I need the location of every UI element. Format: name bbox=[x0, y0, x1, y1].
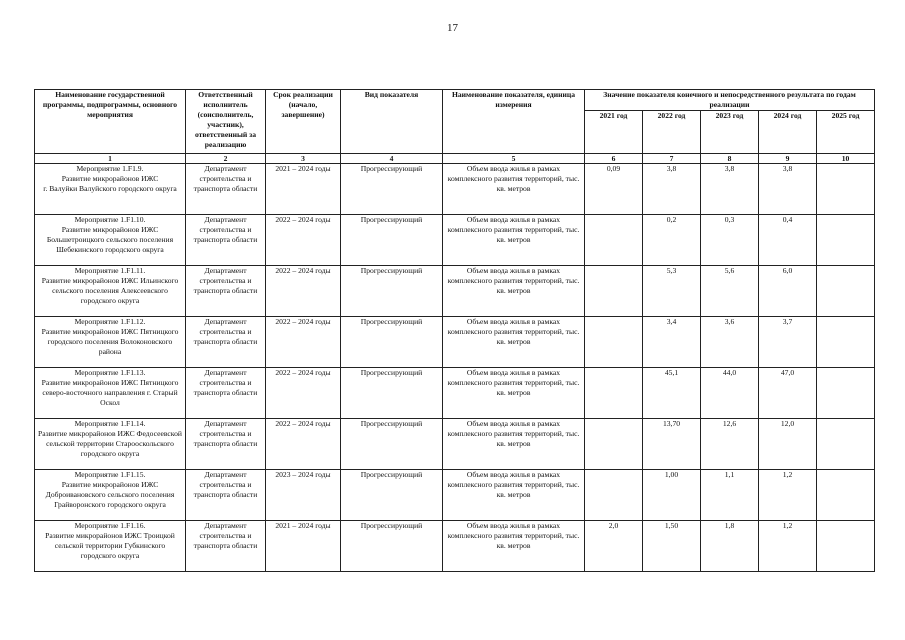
header-values-group: Значение показателя конечного и непосредственного результата по годам реализации bbox=[585, 90, 875, 111]
cell-value-2022: 45,1 bbox=[643, 368, 701, 419]
column-number: 8 bbox=[701, 154, 759, 164]
cell-period: 2022 – 2024 годы bbox=[266, 419, 341, 470]
cell-value-2023: 5,6 bbox=[701, 266, 759, 317]
cell-value-2024: 3,8 bbox=[759, 164, 817, 215]
table-row bbox=[35, 215, 875, 266]
table-row bbox=[35, 317, 875, 368]
cell-value-2021 bbox=[585, 215, 643, 266]
header-program: Наименование государственной программы, подпрограммы, основного мероприятия bbox=[35, 90, 186, 154]
column-number: 3 bbox=[266, 154, 341, 164]
cell-value-2025 bbox=[817, 317, 875, 368]
cell-program: Мероприятие 1.F1.13. Развитие микрорайонов ИЖС Пятницкого северо-восточного направления г. Старый Оскол bbox=[35, 368, 186, 419]
cell-value-2023: 12,6 bbox=[701, 419, 759, 470]
table-row bbox=[35, 266, 875, 317]
cell-indicator-type: Прогрессирующий bbox=[341, 368, 443, 419]
cell-indicator-name: Объем ввода жилья в рамках комплексного развития территорий, тыс. кв. метров bbox=[443, 266, 585, 317]
cell-value-2022: 1,50 bbox=[643, 521, 701, 572]
cell-value-2023: 0,3 bbox=[701, 215, 759, 266]
cell-value-2022: 13,70 bbox=[643, 419, 701, 470]
cell-value-2022: 3,4 bbox=[643, 317, 701, 368]
page-number: 17 bbox=[447, 22, 458, 34]
cell-indicator-type: Прогрессирующий bbox=[341, 317, 443, 368]
table-row bbox=[35, 368, 875, 419]
table-body bbox=[35, 164, 875, 572]
header-year-2022: 2022 год bbox=[643, 111, 701, 154]
cell-period: 2022 – 2024 годы bbox=[266, 266, 341, 317]
column-number: 4 bbox=[341, 154, 443, 164]
cell-value-2021 bbox=[585, 266, 643, 317]
header-year-2025: 2025 год bbox=[817, 111, 875, 154]
cell-value-2025 bbox=[817, 266, 875, 317]
cell-program: Мероприятие 1.F1.16. Развитие микрорайонов ИЖС Троицкой сельской территории Губкинского городского округа bbox=[35, 521, 186, 572]
column-numbers-row bbox=[35, 154, 875, 164]
cell-program: Мероприятие 1.F1.15. Развитие микрорайонов ИЖС Доброивановского сельского поселения Грайворонского городского округа bbox=[35, 470, 186, 521]
cell-executor: Департамент строительства и транспорта области bbox=[186, 470, 266, 521]
cell-executor: Департамент строительства и транспорта области bbox=[186, 419, 266, 470]
indicators-table bbox=[34, 89, 875, 572]
header-indicator-type: Вид показателя bbox=[341, 90, 443, 154]
cell-executor: Департамент строительства и транспорта области bbox=[186, 368, 266, 419]
cell-value-2024: 3,7 bbox=[759, 317, 817, 368]
table-row bbox=[35, 470, 875, 521]
cell-indicator-type: Прогрессирующий bbox=[341, 521, 443, 572]
column-number: 9 bbox=[759, 154, 817, 164]
cell-value-2021 bbox=[585, 470, 643, 521]
cell-value-2023: 1,8 bbox=[701, 521, 759, 572]
header-year-2021: 2021 год bbox=[585, 111, 643, 154]
cell-value-2025 bbox=[817, 521, 875, 572]
cell-value-2021 bbox=[585, 368, 643, 419]
header-year-2023: 2023 год bbox=[701, 111, 759, 154]
cell-program: Мероприятие 1.F1.12. Развитие микрорайонов ИЖС Пятницкого городского поселения Волоконовского района bbox=[35, 317, 186, 368]
header-indicator-name: Наименование показателя, единица измерения bbox=[443, 90, 585, 154]
cell-indicator-type: Прогрессирующий bbox=[341, 266, 443, 317]
cell-program: Мероприятие 1.F1.11. Развитие микрорайонов ИЖС Ильинского сельского поселения Алексеевского городского округа bbox=[35, 266, 186, 317]
cell-value-2025 bbox=[817, 215, 875, 266]
cell-period: 2022 – 2024 годы bbox=[266, 368, 341, 419]
cell-value-2022: 3,8 bbox=[643, 164, 701, 215]
cell-period: 2022 – 2024 годы bbox=[266, 317, 341, 368]
cell-executor: Департамент строительства и транспорта области bbox=[186, 164, 266, 215]
cell-value-2021 bbox=[585, 317, 643, 368]
table-row bbox=[35, 521, 875, 572]
cell-indicator-type: Прогрессирующий bbox=[341, 215, 443, 266]
column-number: 5 bbox=[443, 154, 585, 164]
column-number: 10 bbox=[817, 154, 875, 164]
column-number: 1 bbox=[35, 154, 186, 164]
table-header bbox=[35, 90, 875, 164]
cell-value-2023: 3,6 bbox=[701, 317, 759, 368]
column-number: 2 bbox=[186, 154, 266, 164]
cell-period: 2023 – 2024 годы bbox=[266, 470, 341, 521]
cell-value-2023: 1,1 bbox=[701, 470, 759, 521]
cell-indicator-name: Объем ввода жилья в рамках комплексного развития территорий, тыс. кв. метров bbox=[443, 470, 585, 521]
header-year-2024: 2024 год bbox=[759, 111, 817, 154]
cell-value-2023: 44,0 bbox=[701, 368, 759, 419]
table-row bbox=[35, 164, 875, 215]
cell-program: Мероприятие 1.F1.14. Развитие микрорайонов ИЖС Федосеевской сельской территории Старооскольского городского округа bbox=[35, 419, 186, 470]
cell-indicator-name: Объем ввода жилья в рамках комплексного развития территорий, тыс. кв. метров bbox=[443, 521, 585, 572]
cell-value-2024: 1,2 bbox=[759, 521, 817, 572]
cell-value-2021: 2,0 bbox=[585, 521, 643, 572]
cell-value-2024: 6,0 bbox=[759, 266, 817, 317]
cell-value-2025 bbox=[817, 368, 875, 419]
cell-value-2021: 0,09 bbox=[585, 164, 643, 215]
cell-value-2022: 5,3 bbox=[643, 266, 701, 317]
cell-indicator-type: Прогрессирующий bbox=[341, 419, 443, 470]
cell-program: Мероприятие 1.F1.9. Развитие микрорайонов ИЖС г. Валуйки Валуйского городского округа bbox=[35, 164, 186, 215]
cell-value-2024: 1,2 bbox=[759, 470, 817, 521]
cell-indicator-name: Объем ввода жилья в рамках комплексного развития территорий, тыс. кв. метров bbox=[443, 215, 585, 266]
cell-executor: Департамент строительства и транспорта области bbox=[186, 266, 266, 317]
cell-executor: Департамент строительства и транспорта области bbox=[186, 521, 266, 572]
cell-value-2021 bbox=[585, 419, 643, 470]
cell-value-2023: 3,8 bbox=[701, 164, 759, 215]
cell-value-2024: 12,0 bbox=[759, 419, 817, 470]
cell-indicator-name: Объем ввода жилья в рамках комплексного развития территорий, тыс. кв. метров bbox=[443, 164, 585, 215]
cell-period: 2021 – 2024 годы bbox=[266, 164, 341, 215]
cell-value-2022: 1,00 bbox=[643, 470, 701, 521]
cell-program: Мероприятие 1.F1.10. Развитие микрорайонов ИЖС Большетроицкого сельского поселения Шебекинского городского округа bbox=[35, 215, 186, 266]
cell-value-2024: 0,4 bbox=[759, 215, 817, 266]
column-number: 6 bbox=[585, 154, 643, 164]
cell-value-2022: 0,2 bbox=[643, 215, 701, 266]
header-period: Срок реализации (начало, завершение) bbox=[266, 90, 341, 154]
cell-indicator-name: Объем ввода жилья в рамках комплексного развития территорий, тыс. кв. метров bbox=[443, 368, 585, 419]
cell-indicator-type: Прогрессирующий bbox=[341, 470, 443, 521]
header-executor: Ответственный исполнитель (соисполнитель, участник), ответственный за реализацию bbox=[186, 90, 266, 154]
cell-value-2024: 47,0 bbox=[759, 368, 817, 419]
cell-indicator-name: Объем ввода жилья в рамках комплексного развития территорий, тыс. кв. метров bbox=[443, 419, 585, 470]
cell-indicator-name: Объем ввода жилья в рамках комплексного развития территорий, тыс. кв. метров bbox=[443, 317, 585, 368]
cell-executor: Департамент строительства и транспорта области bbox=[186, 317, 266, 368]
cell-period: 2021 – 2024 годы bbox=[266, 521, 341, 572]
cell-indicator-type: Прогрессирующий bbox=[341, 164, 443, 215]
cell-period: 2022 – 2024 годы bbox=[266, 215, 341, 266]
cell-executor: Департамент строительства и транспорта области bbox=[186, 215, 266, 266]
cell-value-2025 bbox=[817, 470, 875, 521]
cell-value-2025 bbox=[817, 164, 875, 215]
table-row bbox=[35, 419, 875, 470]
column-number: 7 bbox=[643, 154, 701, 164]
cell-value-2025 bbox=[817, 419, 875, 470]
